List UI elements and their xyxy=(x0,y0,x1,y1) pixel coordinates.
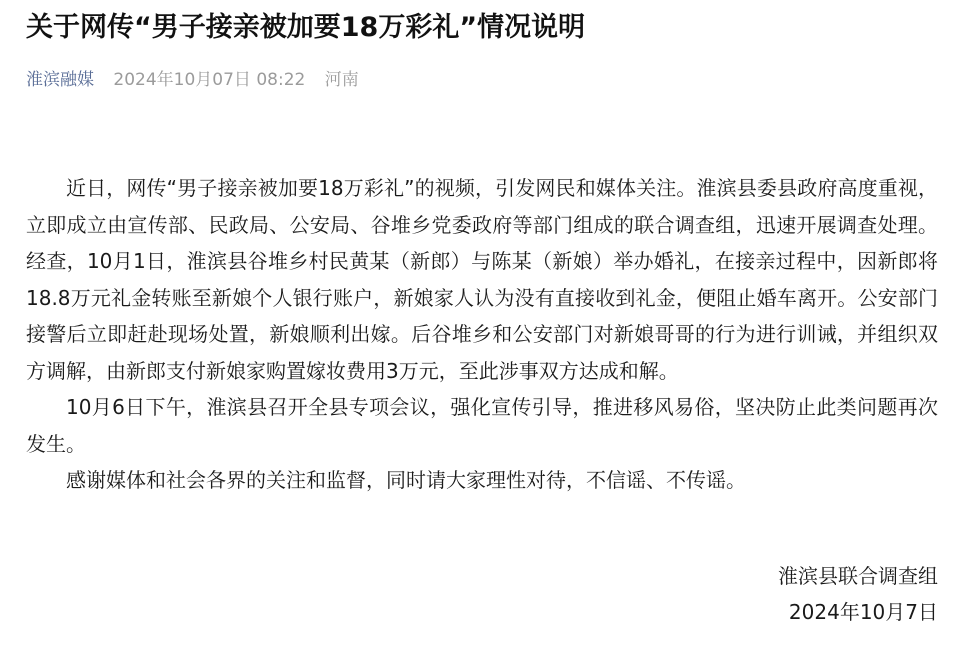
article-body xyxy=(26,170,938,499)
article-meta xyxy=(26,66,359,94)
signature-date: 2024年10月7日 xyxy=(788,600,938,624)
publish-time: 2024年10月07日 08:22 xyxy=(113,70,306,90)
signature-block xyxy=(778,558,938,630)
signature-org: 淮滨县联合调查组 xyxy=(778,564,938,588)
paragraph-3: 感谢媒体和社会各界的关注和监督，同时请大家理性对待，不信谣、不传谣。 xyxy=(66,468,746,492)
publish-region: 河南 xyxy=(324,70,359,90)
paragraph-2: 10月6日下午，淮滨县召开全县专项会议，强化宣传引导，推进移风易俗，坚决防止此类问题再次发生。 xyxy=(26,395,938,456)
paragraph-1: 近日，网传“男子接亲被加要18万彩礼”的视频，引发网民和媒体关注。淮滨县委县政府高度重视，立即成立由宣传部、民政局、公安局、谷堆乡党委政府等部门组成的联合调查组，迅速开展调查处理。经查，10月1日，淮滨县谷堆乡村民黄某（新郎）与陈某（新娘）举办婚礼，在接亲过程中，因新郎将18.8万元礼金转账至新娘个人银行账户，新娘家人认为没有直接收到礼金，便阻止婚车离开。公安部门接警后立即赶赴现场处置，新娘顺利出嫁。后谷堆乡和公安部门对新娘哥哥的行为进行训诫，并组织双方调解，由新郎支付新娘家购置嫁妆费用3万元，至此涉事双方达成和解。 xyxy=(26,176,938,383)
source-account-link[interactable]: 淮滨融媒 xyxy=(26,70,94,90)
article-title: 关于网传“男子接亲被加要18万彩礼”情况说明 xyxy=(26,12,586,43)
